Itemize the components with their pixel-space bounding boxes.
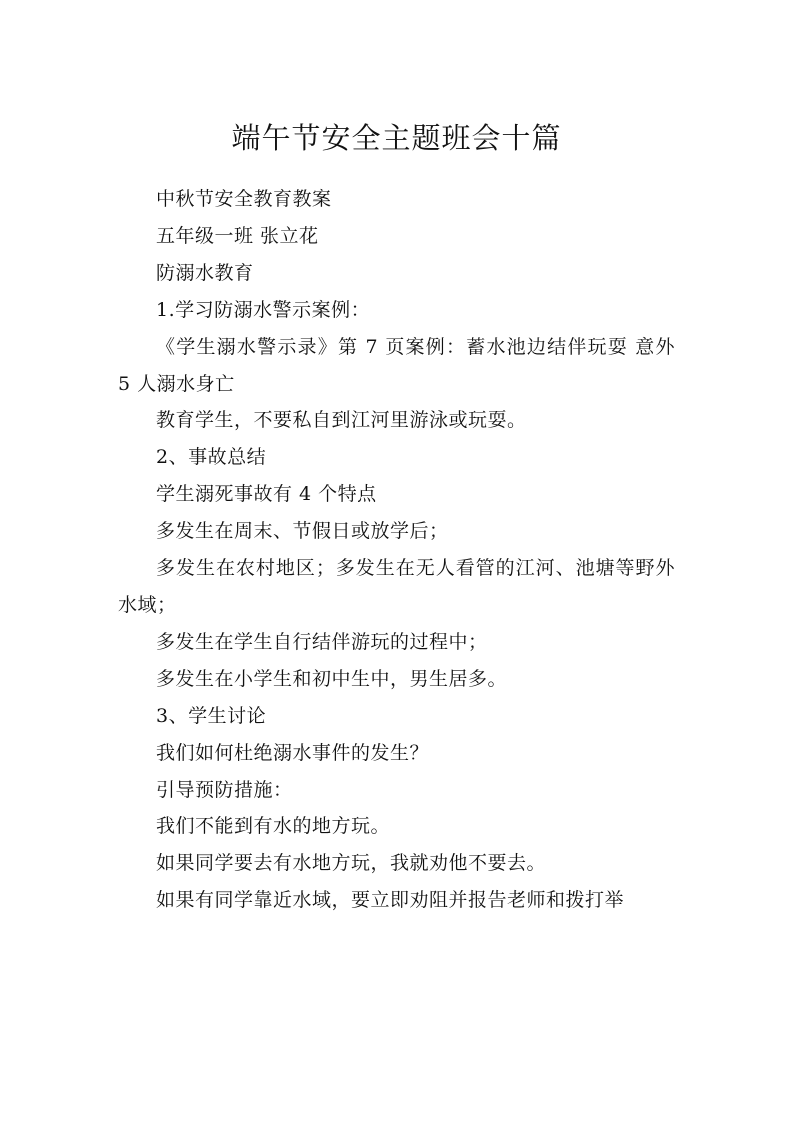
paragraph: 《学生溺水警示录》第 7 页案例：蓄水池边结伴玩耍 意外 5 人溺水身亡 [118,335,675,395]
document-body [118,181,675,919]
paragraph: 多发生在周末、节假日或放学后； [156,520,449,543]
paragraph: 防溺水教育 [156,261,254,284]
paragraph: 中秋节安全教育教案 [156,188,332,210]
paragraph: 多发生在学生自行结伴游玩的过程中； [156,630,488,653]
paragraph: 多发生在小学生和初中生中，男生居多。 [156,667,508,690]
paragraph: 多发生在农村地区；多发生在无人看管的江河、池塘等野外水域； [118,557,675,616]
paragraph: 3、学生讨论 [156,704,267,727]
document-title: 端午节安全主题班会十篇 [231,121,562,155]
paragraph: 引导预防措施： [156,778,293,801]
paragraph: 如果同学要去有水地方玩，我就劝他不要去。 [156,852,547,875]
paragraph: 2、事故总结 [156,446,267,469]
paragraph: 五年级一班 张立花 [156,224,319,247]
paragraph: 我们如何杜绝溺水事件的发生？ [156,741,430,764]
paragraph: 如果有同学靠近水域，要立即劝阻并报告老师和拨打举 [156,889,625,912]
paragraph: 学生溺死事故有 4 个特点 [156,483,377,506]
paragraph: 教育学生，不要私自到江河里游泳或玩耍。 [156,409,527,432]
paragraph: 我们不能到有水的地方玩。 [156,815,391,838]
paragraph: 1.学习防溺水警示案例： [156,298,371,321]
